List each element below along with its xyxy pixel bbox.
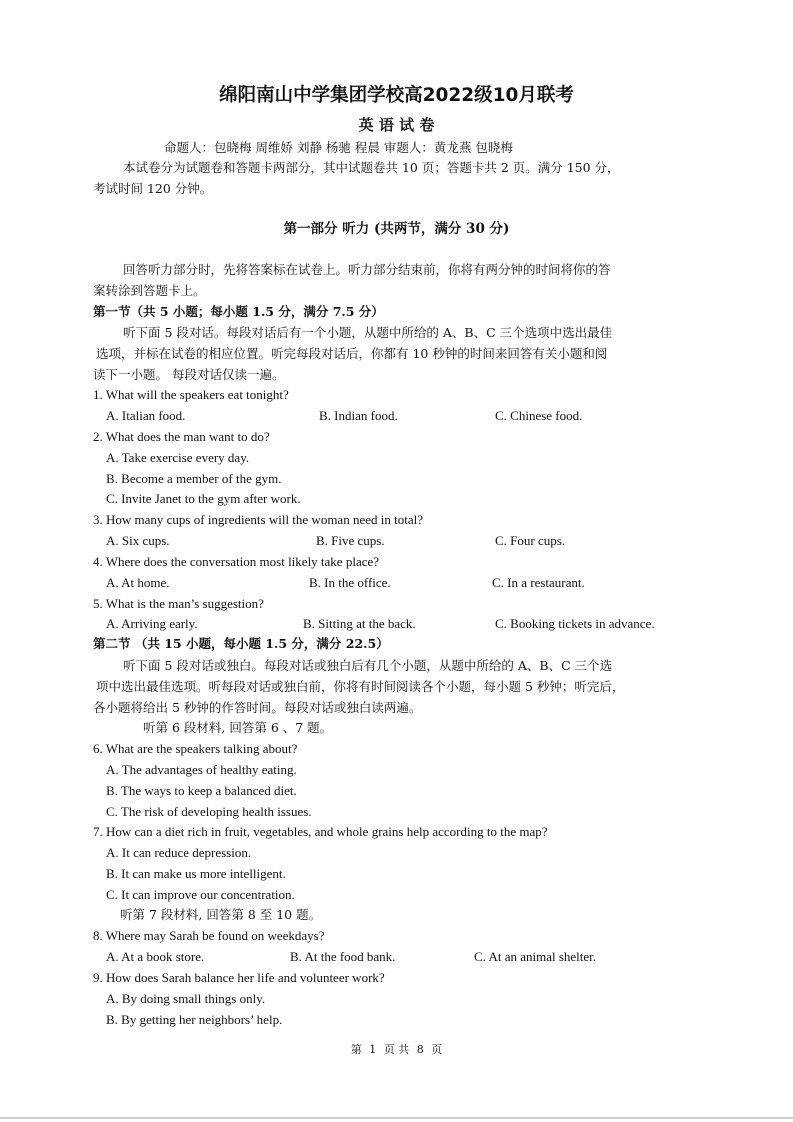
footer-prefix: 第 bbox=[350, 1043, 362, 1056]
q3-option-b: B. Five cups. bbox=[316, 533, 385, 548]
q4-option-c: C. In a restaurant. bbox=[492, 575, 585, 590]
material-7-note: 听第 7 段材料, 回答第 8 至 10 题。 bbox=[120, 907, 322, 922]
q3-option-a: A. Six cups. bbox=[106, 533, 170, 548]
q9-option-a: A. By doing small things only. bbox=[106, 991, 266, 1006]
footer-middle: 页 共 bbox=[383, 1043, 410, 1056]
page-footer bbox=[0, 1043, 793, 1057]
question-1: 1. What will the speakers eat tonight? bbox=[93, 387, 289, 402]
question-5: 5. What is the man’s suggestion? bbox=[93, 596, 264, 611]
q6-option-a: A. The advantages of healthy eating. bbox=[106, 762, 297, 777]
section2-instruction-2: 项中选出最佳选项。听每段对话或独白前，你将有时间阅读各个小题，每小题 5 秒钟；听完后， bbox=[96, 679, 625, 694]
q5-option-b: B. Sitting at the back. bbox=[303, 616, 416, 631]
q7-option-b: B. It can make us more intelligent. bbox=[106, 866, 286, 881]
q4-option-a: A. At home. bbox=[106, 575, 170, 590]
section2-heading: 第二节 （共 15 小题，每小题 1.5 分，满分 22.5） bbox=[93, 636, 389, 651]
q7-option-c: C. It can improve our concentration. bbox=[106, 887, 295, 902]
q1-option-b: B. Indian food. bbox=[319, 408, 398, 423]
q1-option-a: A. Italian food. bbox=[106, 408, 186, 423]
page-bottom-divider bbox=[0, 1117, 793, 1119]
part1-instruction-2: 案转涂到答题卡上。 bbox=[93, 283, 206, 298]
q8-option-c: C. At an animal shelter. bbox=[474, 949, 597, 964]
q4-option-b: B. In the office. bbox=[309, 575, 391, 590]
q9-option-b: B. By getting her neighbors’ help. bbox=[106, 1012, 283, 1027]
q2-option-a: A. Take exercise every day. bbox=[106, 450, 250, 465]
q5-option-c: C. Booking tickets in advance. bbox=[495, 616, 655, 631]
q2-option-c: C. Invite Janet to the gym after work. bbox=[106, 491, 301, 506]
footer-total-pages: 8 bbox=[416, 1043, 424, 1056]
section1-instruction-1: 听下面 5 段对话。每段对话后有一个小题，从题中所给的 A、B、C 三个选项中选出最佳 bbox=[123, 325, 613, 340]
question-7: 7. How can a diet rich in fruit, vegetables, and whole grains help according to the map? bbox=[93, 824, 548, 839]
q7-option-a: A. It can reduce depression. bbox=[106, 845, 252, 860]
q6-option-c: C. The risk of developing health issues. bbox=[106, 804, 312, 819]
question-4: 4. Where does the conversation most likely take place? bbox=[93, 554, 380, 569]
part1-instruction-1: 回答听力部分时，先将答案标在试卷上。听力部分结束前，你将有两分钟的时间将你的答 bbox=[123, 262, 611, 277]
footer-page-number: 1 bbox=[369, 1043, 377, 1056]
exam-title: 绵阳南山中学集团学校高2022级10月联考 bbox=[219, 85, 574, 106]
intro-line-2: 考试时间 120 分钟。 bbox=[93, 181, 213, 196]
q5-option-a: A. Arriving early. bbox=[106, 616, 198, 631]
q3-option-c: C. Four cups. bbox=[495, 533, 566, 548]
question-2: 2. What does the man want to do? bbox=[93, 429, 270, 444]
exam-subject: 英 语 试 卷 bbox=[358, 116, 435, 134]
q8-option-a: A. At a book store. bbox=[106, 949, 205, 964]
q1-option-c: C. Chinese food. bbox=[495, 408, 583, 423]
question-8: 8. Where may Sarah be found on weekdays? bbox=[93, 928, 325, 943]
section2-instruction-3: 各小题将给出 5 秒钟的作答时间。每段对话或独白读两遍。 bbox=[93, 700, 422, 715]
material-6-note: 听第 6 段材料, 回答第 6 、7 题。 bbox=[143, 720, 333, 735]
q6-option-b: B. The ways to keep a balanced diet. bbox=[106, 783, 297, 798]
question-3: 3. How many cups of ingredients will the woman need in total? bbox=[93, 512, 423, 527]
section1-instruction-3: 读下一小题。 每段对话仅读一遍。 bbox=[93, 367, 285, 382]
question-9: 9. How does Sarah balance her life and volunteer work? bbox=[93, 970, 385, 985]
section1-heading: 第一节（共 5 小题；每小题 1.5 分，满分 7.5 分） bbox=[93, 304, 384, 319]
question-6: 6. What are the speakers talking about? bbox=[93, 741, 298, 756]
part1-heading: 第一部分 听力 (共两节，满分 30 分) bbox=[283, 221, 510, 237]
q8-option-b: B. At the food bank. bbox=[290, 949, 396, 964]
q2-option-b: B. Become a member of the gym. bbox=[106, 471, 282, 486]
footer-suffix: 页 bbox=[431, 1043, 443, 1056]
authors-line: 命题人：包晓梅 周维娇 刘静 杨驰 程晨 审题人：黄龙燕 包晓梅 bbox=[164, 140, 513, 155]
section1-instruction-2: 选项，并标在试卷的相应位置。听完每段对话后，你都有 10 秒钟的时间来回答有关小题和阅 bbox=[96, 346, 608, 361]
intro-line-1: 本试卷分为试题卷和答题卡两部分，其中试题卷共 10 页；答题卡共 2 页。满分 150 分， bbox=[123, 160, 620, 175]
section2-instruction-1: 听下面 5 段对话或独白。每段对话或独白后有几个小题，从题中所给的 A、B、C 三个选 bbox=[123, 658, 613, 673]
